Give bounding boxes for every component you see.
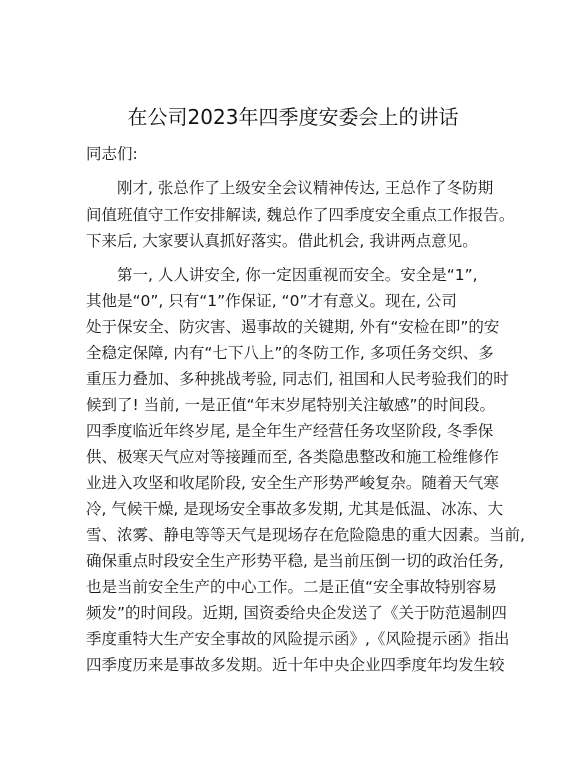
paragraph-line: 间值班值守工作安排解读, 魏总作了四季度安全重点工作报告。 <box>86 206 515 224</box>
paragraph-line: 四季度临近年终岁尾, 是全年生产经营任务攻坚阶段, 冬季保 <box>86 422 494 440</box>
salutation: 同志们: <box>86 145 138 163</box>
paragraph-line: 刚才, 张总作了上级安全会议精神传达, 王总作了冬防期 <box>117 179 494 197</box>
paragraph-line: 频发”的时间段。近期, 国资委给央企发送了《关于防范遏制四 <box>86 604 507 622</box>
paragraph-line: 供、极寒天气应对等接踵而至, 各类隐患整改和施工检维修作 <box>86 448 499 466</box>
paragraph-line: 也是当前安全生产的中心工作。二是正值“安全事故特别容易 <box>86 578 498 596</box>
paragraph-line: 第一, 人人讲安全, 你一定因重视而安全。安全是“1”, <box>117 266 478 284</box>
paragraph-line: 全稳定保障, 内有“七下八上”的冬防工作, 多项任务交织、多 <box>86 344 494 362</box>
paragraph-line: 季度重特大生产安全事故的风险提示函》,《风险提示函》指出 <box>86 630 510 648</box>
paragraph-line: 重压力叠加、多种挑战考验, 同志们, 祖国和人民考验我们的时 <box>86 370 509 388</box>
paragraph-line: 业进入攻坚和收尾阶段, 安全生产形势严峻复杂。随着天气寒 <box>86 474 499 492</box>
paragraph-line: 其他是“0”, 只有“1”作保证, “0”才有意义。现在, 公司 <box>86 292 457 310</box>
paragraph-line: 下来后, 大家要认真抓好落实。借此机会, 我讲两点意见。 <box>86 232 478 250</box>
paragraph-line: 确保重点时段安全生产形势平稳, 是当前压倒一切的政治任务, <box>86 552 504 570</box>
paragraph-line: 处于保安全、防灾害、遏事故的关键期, 外有“安检在即”的安 <box>86 318 500 336</box>
paragraph-line: 候到了! 当前, 一是正值“年末岁尾特别关注敏感”的时间段。 <box>86 396 496 414</box>
paragraph-line: 四季度历来是事故多发期。近十年中央企业四季度年均发生较 <box>86 656 505 674</box>
paragraph-line: 冷, 气候干燥, 是现场安全事故多发期, 尤其是低温、冰冻、大 <box>86 500 504 518</box>
document-title: 在公司2023年四季度安委会上的讲话 <box>127 105 459 129</box>
paragraph-line: 雪、浓雾、静电等等天气是现场存在危险隐患的重大因素。当前, <box>86 526 525 544</box>
